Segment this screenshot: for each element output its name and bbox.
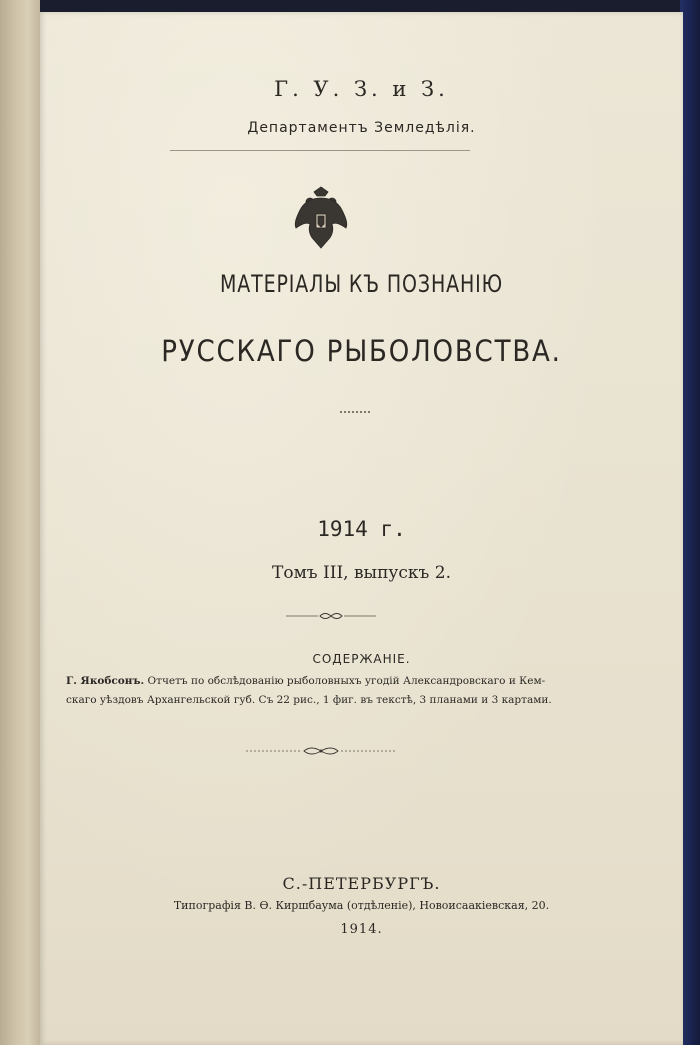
contents-author: Г. Якобсонъ. bbox=[66, 675, 145, 687]
publication-year: 1914 г. bbox=[317, 517, 406, 541]
department-name: Департаментъ Земледѣлія. bbox=[247, 120, 476, 136]
title-dots-divider bbox=[340, 411, 370, 415]
book-cover-edge bbox=[680, 0, 700, 1045]
contents-entry-line-2: скаго уѣздовъ Архангельской губ. Съ 22 рис., 1 фиг. въ текстѣ, 3 планами и 3 картами. bbox=[66, 694, 552, 706]
contents-entry-text: Отчетъ по обслѣдованію рыболовныхъ угодій Александровскаго и Кем- bbox=[147, 675, 546, 687]
contents-heading: СОДЕРЖАНІЕ. bbox=[312, 652, 411, 666]
volume-info: Томъ III, выпускъ 2. bbox=[272, 563, 451, 583]
ornament-divider-1 bbox=[286, 610, 376, 622]
book-spine bbox=[0, 0, 40, 1045]
title-line-1: МАТЕРІАЛЫ КЪ ПОЗНАНІЮ bbox=[219, 270, 504, 298]
organization-heading: Г. У. З. и З. bbox=[274, 77, 449, 101]
title-page bbox=[40, 12, 683, 1045]
double-headed-eagle-icon bbox=[292, 184, 350, 252]
imprint-printer: Типографія В. Ѳ. Киршбаума (отдѣленіе), Новоисаакіевская, 20. bbox=[173, 899, 550, 912]
imprint-year: 1914. bbox=[340, 922, 383, 937]
imprint-city: С.-ПЕТЕРБУРГЪ. bbox=[282, 874, 441, 893]
header-rule bbox=[170, 150, 470, 151]
title-line-2: РУССКАГО РЫБОЛОВСТВА. bbox=[161, 334, 562, 368]
contents-entry-line-1 bbox=[66, 675, 666, 687]
ornament-divider-2 bbox=[246, 745, 396, 757]
